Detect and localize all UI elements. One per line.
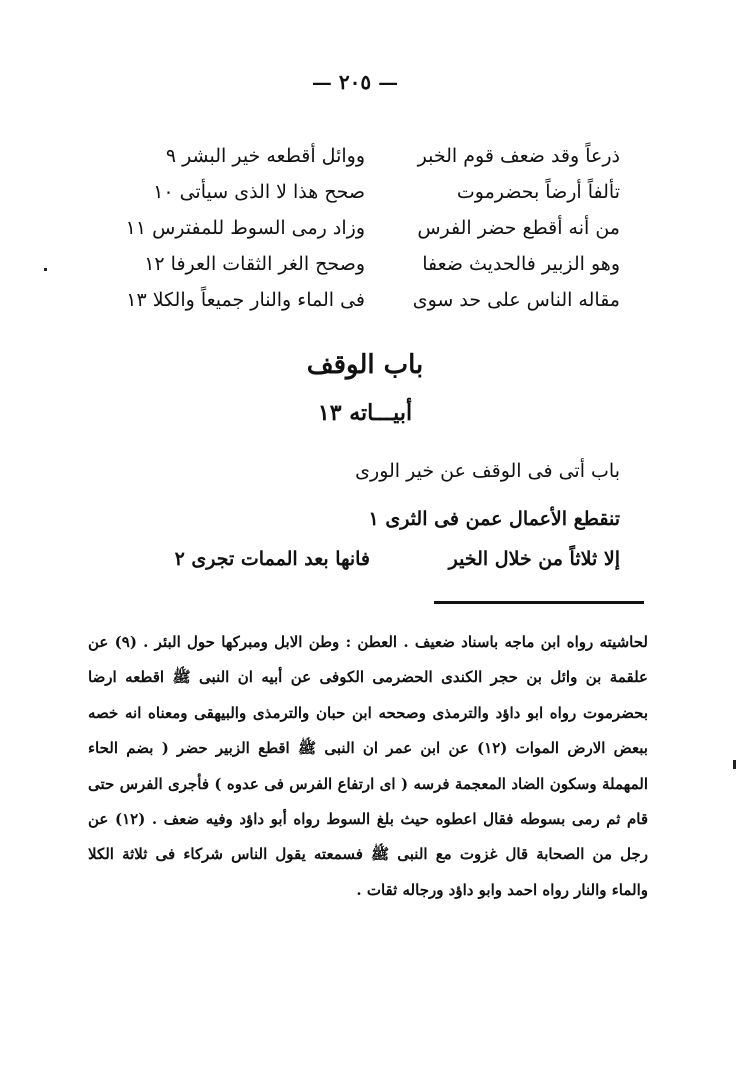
scan-speck <box>44 268 47 271</box>
verse-block <box>120 138 620 318</box>
section-title: باب الوقف <box>306 350 424 380</box>
poem-intro-line: باب أتى فى الوقف عن خير الورى <box>355 460 620 482</box>
section-subtitle: أبيـــاته ١٣ <box>317 400 413 426</box>
scan-speck <box>733 760 736 769</box>
poem-verse-2 <box>140 548 620 584</box>
footnote-separator <box>434 601 644 604</box>
verse-second-hemistich: صحح هذا لا الذى سيأتى ١٠ <box>153 181 365 203</box>
verse-first-hemistich: من أنه أقطع حضر الفرس <box>417 217 620 239</box>
verse-second-hemistich: وصحح الغر الثقات العرفا ١٢ <box>144 253 365 275</box>
footnotes-section <box>88 625 648 908</box>
verse-line <box>120 138 620 174</box>
verse-line <box>120 246 620 282</box>
verse-line <box>120 210 620 246</box>
verse-second-hemistich: فانها بعد الممات تجرى ٢ <box>174 548 370 570</box>
verse-line <box>120 282 620 318</box>
verse-second-hemistich: وزاد رمى السوط للمفترس ١١ <box>125 217 365 239</box>
page-number: — ٢٠٥ — <box>311 70 399 94</box>
verse-second-hemistich: فى الماء والنار جميعاً والكلا ١٣ <box>126 289 365 311</box>
verse-first-hemistich: ذرعاً وقد ضعف قوم الخبر <box>417 145 620 167</box>
footnote-paragraph: لحاشيته رواه ابن ماجه باسناد ضعيف . العطن : وطن الابل ومبركها حول البئر . (٩) عن علقمة بن وائل بن حجر الكندى الحضرمى الكوفى عن أبيه ان النبى ﷺ اقطعه ارضا بحضرموت رواه ابو داؤد والترمذى وصححه ابن حبان والترمذى والبيهقى ومعناه انه خصه ببعض الارض الموات (١٢) عن ابن عمر ان النبى ﷺ اقطع الزبير حضر ( بضم الحاء المهملة وسكون الضاد المعجمة فرسه ( اى ارتفاع الفرس فى عدوه ) فأجرى الفرس حتى قام ثم رمى بسوطه فقال اعطوه حيث بلغ السوط رواه أبو داؤد وفيه ضعف . (١٢) عن رجل من الصحابة قال غزوت مع النبى ﷺ فسمعته يقول الناس شركاء فى ثلاثة الكلا والماء والنار رواه احمد وابو داؤد ورجاله ثقات . <box>88 633 648 899</box>
verse-first-hemistich: إلا ثلاثاً من خلال الخير <box>448 548 620 570</box>
verse-first-hemistich: وهو الزبير فالحديث ضعفا <box>422 253 620 275</box>
verse-first-hemistich: مقاله الناس على حد سوى <box>412 289 620 311</box>
verse-second-hemistich: ووائل أقطعه خير البشر ٩ <box>165 145 365 167</box>
poem-verse-1: تنقطع الأعمال عمن فى الثرى ١ <box>368 508 620 530</box>
verse-line <box>120 174 620 210</box>
verse-first-hemistich: تألفاً أرضاً بحضرموت <box>456 181 620 203</box>
